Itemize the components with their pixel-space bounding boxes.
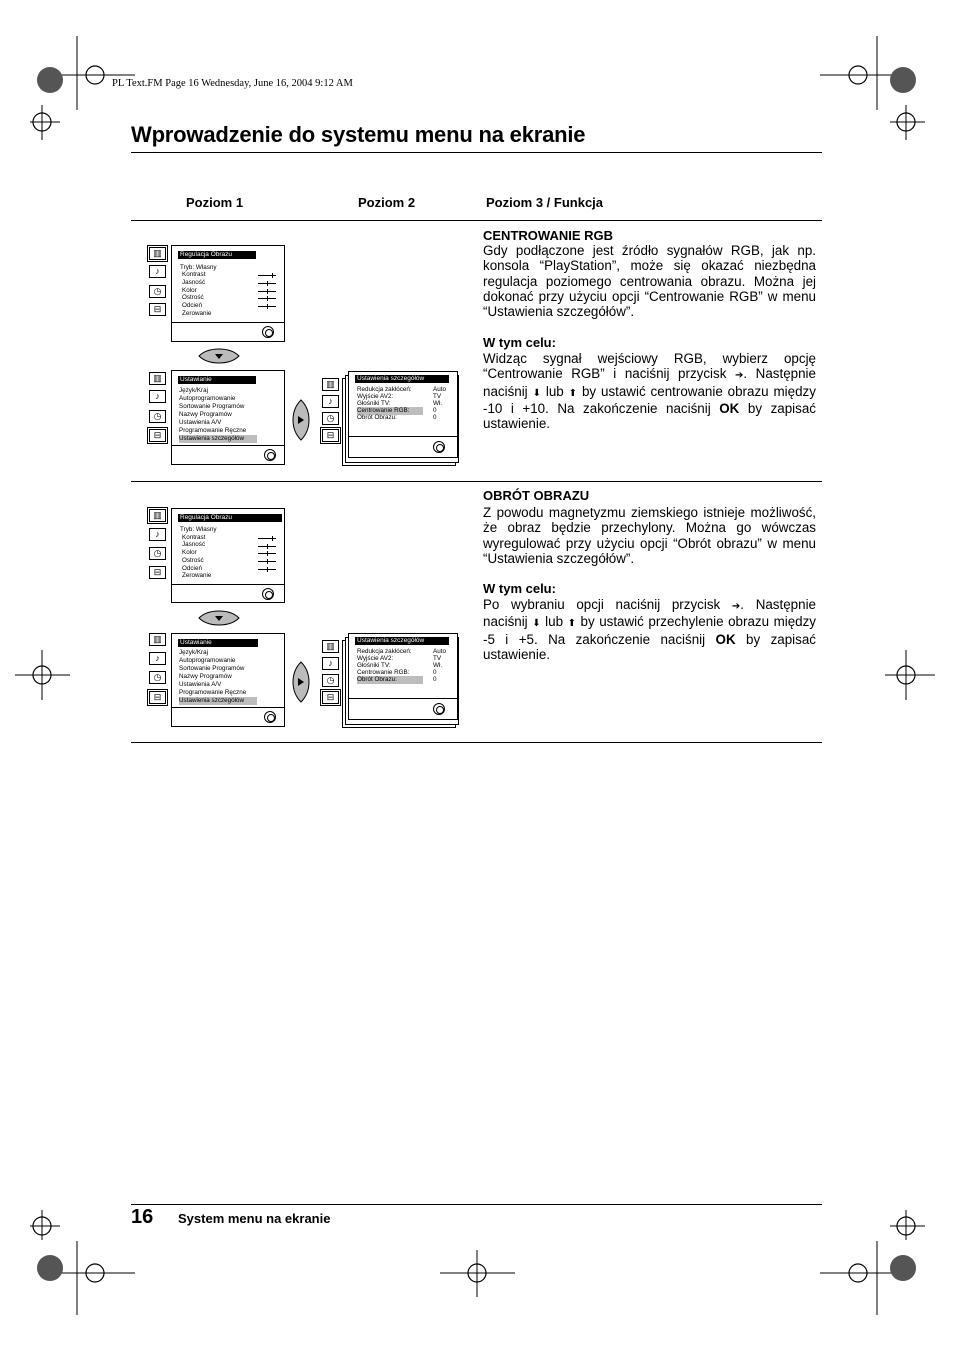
- slider-brightness: [258, 283, 276, 284]
- menu-item: Programowanie Ręczne: [179, 689, 247, 696]
- menu-picture-screen: [171, 508, 285, 603]
- menu-value: Auto: [433, 386, 446, 393]
- menu-value: Wł.: [433, 400, 443, 407]
- menu-item: Kolor: [182, 549, 197, 556]
- setup-icon: ⊟: [149, 566, 166, 579]
- slider-sharpness: [258, 561, 276, 562]
- setup-icon: ⊟: [149, 303, 166, 316]
- menu-header: Ustawienia szczegółów: [355, 375, 449, 383]
- menu-item: Zerowanie: [182, 572, 212, 579]
- header-rule: [131, 220, 822, 221]
- up-arrow-icon: ⬆: [568, 387, 578, 399]
- slider-contrast: [258, 275, 276, 276]
- menu-item: Sortowanie Programów: [179, 403, 245, 410]
- menu-item: Głośniki TV:: [357, 662, 391, 669]
- setup-icon: ⊟: [149, 429, 166, 442]
- menu-item: Ustawienia A/V: [179, 419, 222, 426]
- slider-brightness: [258, 546, 276, 547]
- print-meta: PL Text.FM Page 16 Wednesday, June 16, 2004 9:12 AM: [112, 78, 353, 89]
- menu-header: Ustawianie: [178, 376, 256, 384]
- down-arrow-icon: ⬇: [532, 387, 541, 399]
- menu-item: Obrót Obrazu:: [357, 414, 397, 421]
- menu-header: Ustawianie: [178, 639, 258, 647]
- section-steps-rgb: Widząc sygnał wejściowy RGB, wybierz opcję “Centrowanie RGB” i naciśnij przycisk ➔. Następnie naciśnij ⬇ lub ⬆ by ustawić centrowanie obrazu między -10 i +10. Na zakończenie naciśnij OK by zapisać ustawienie.: [483, 351, 816, 432]
- menu-item: Tryb: Własny: [180, 264, 217, 271]
- menu-setup-screen: [171, 633, 285, 727]
- ok-button-icon: [433, 441, 445, 453]
- menu-value: Auto: [433, 648, 446, 655]
- menu-item: Język/Kraj: [179, 387, 209, 394]
- section-intro-rgb: Gdy podłączone jest źródło sygnałów RGB, jak np. konsola “PlayStation”, może się okazać niezbędna regulacja poziomego centrowania obrazu. Można jej dokonać przy użyciu opcji “Centrowanie RGB” w menu “Ustawienia szczegółów”.: [483, 243, 816, 320]
- menu-item: Język/Kraj: [179, 649, 209, 656]
- menu-picture-screen: [171, 245, 285, 342]
- timer-icon: ◷: [149, 285, 166, 298]
- ok-button-icon: [262, 588, 274, 600]
- section-intro-rotation: Z powodu magnetyzmu ziemskiego istnieje możliwość, że obraz będzie przechylony. Można go wówczas wyregulować przy użyciu opcji “Obrót obrazu” w menu “Ustawienia szczegółów”.: [483, 505, 816, 566]
- picture-icon: ▥: [149, 372, 166, 385]
- timer-icon: ◷: [149, 410, 166, 423]
- menu-value: 0: [433, 414, 437, 421]
- menu-item: Redukcja zakłóceń:: [357, 386, 412, 393]
- menu-value: TV: [433, 393, 442, 400]
- section-title-rgb: CENTROWANIE RGB: [483, 228, 613, 243]
- timer-icon: ◷: [322, 674, 339, 687]
- sound-icon: ♪: [149, 390, 166, 403]
- section-end-rule: [131, 742, 822, 743]
- menu-item: Nazwy Programów: [179, 411, 232, 418]
- menu-header: Regulacja Obrazu: [178, 251, 256, 259]
- sound-icon: ♪: [149, 265, 166, 278]
- menu-item: Redukcja zakłóceń:: [357, 648, 412, 655]
- ok-button-icon: [262, 326, 274, 338]
- slider-hue: [258, 306, 276, 307]
- picture-icon: ▥: [322, 378, 339, 391]
- slider-color: [258, 553, 276, 554]
- menu-header: Regulacja Obrazu: [178, 514, 282, 522]
- menu-item: Jasność: [182, 279, 206, 286]
- sound-icon: ♪: [322, 395, 339, 408]
- menu-item: Centrowanie RGB:: [357, 669, 410, 676]
- menu-item: Ustawienia A/V: [179, 681, 222, 688]
- picture-icon: ▥: [149, 247, 166, 260]
- menu-item: Odcień: [182, 302, 202, 309]
- menu-item: Zerowanie: [182, 310, 212, 317]
- menu-item: Wyjście AV2:: [357, 655, 394, 662]
- page-title: Wprowadzenie do systemu menu na ekranie: [131, 122, 586, 147]
- menu-item-selected: Obrót Obrazu:: [357, 676, 423, 684]
- section-subtitle-rgb: W tym celu:: [483, 335, 556, 350]
- column-header-level2: Poziom 2: [358, 195, 416, 210]
- right-arrow-icon: ➔: [734, 370, 744, 382]
- picture-icon: ▥: [149, 633, 166, 646]
- menu-value: 0: [433, 669, 437, 676]
- menu-details-screen: [348, 371, 458, 458]
- right-arrow-icon: ➔: [731, 601, 741, 612]
- menu-item: Kontrast: [182, 534, 206, 541]
- menu-item: Programowanie Ręczne: [179, 427, 247, 434]
- menu-item: Kolor: [182, 287, 197, 294]
- sound-icon: ♪: [149, 528, 166, 541]
- section-title-rotation: OBRÓT OBRAZU: [483, 488, 590, 503]
- menu-item: Odcień: [182, 565, 202, 572]
- menu-value: 0: [433, 676, 437, 683]
- timer-icon: ◷: [322, 412, 339, 425]
- section-subtitle-rotation: W tym celu:: [483, 581, 556, 596]
- menu-item: Ostrość: [182, 294, 204, 301]
- menu-item: Sortowanie Programów: [179, 665, 245, 672]
- down-arrow-icon: ⬇: [532, 618, 541, 630]
- slider-contrast: [258, 538, 276, 539]
- timer-icon: ◷: [149, 547, 166, 560]
- slider-color: [258, 291, 276, 292]
- ok-button-icon: [433, 703, 445, 715]
- menu-item-selected: Ustawienia szczegółów: [179, 435, 257, 443]
- column-header-level1: Poziom 1: [186, 195, 244, 210]
- section-rule: [131, 481, 822, 482]
- menu-item: Autoprogramowanie: [179, 395, 236, 402]
- menu-item: Głośniki TV:: [357, 400, 391, 407]
- slider-sharpness: [258, 298, 276, 299]
- down-button-icon: [196, 348, 242, 364]
- down-button-icon: [196, 610, 242, 626]
- ok-button-icon: [264, 711, 276, 723]
- menu-item: Wyjście AV2:: [357, 393, 394, 400]
- menu-details-screen: [348, 633, 458, 720]
- setup-icon: ⊟: [322, 429, 339, 442]
- menu-item-selected: Centrowanie RGB:: [357, 407, 423, 415]
- menu-setup-screen: [171, 370, 285, 465]
- section-steps-rotation: Po wybraniu opcji naciśnij przycisk ➔. Następnie naciśnij ⬇ lub ⬆ by ustawić przechylenie obrazu między -5 i +5. Na zakończenie naciśnij OK by zapisać ustawienie.: [483, 597, 816, 662]
- sound-icon: ♪: [149, 652, 166, 665]
- ok-button-icon: [264, 449, 276, 461]
- page-number: 16: [131, 1206, 154, 1228]
- slider-hue: [258, 569, 276, 570]
- menu-item: Jasność: [182, 541, 206, 548]
- menu-item-selected: Ustawienia szczegółów: [179, 697, 257, 705]
- up-arrow-icon: ⬆: [567, 618, 576, 630]
- setup-icon: ⊟: [322, 691, 339, 704]
- picture-icon: ▥: [149, 509, 166, 522]
- menu-value: Wł.: [433, 662, 443, 669]
- right-button-icon: [292, 398, 310, 442]
- menu-item: Autoprogramowanie: [179, 657, 236, 664]
- menu-item: Nazwy Programów: [179, 673, 232, 680]
- menu-header: Ustawienia szczegółów: [355, 637, 449, 645]
- footer-rule: [131, 1204, 822, 1205]
- menu-item: Kontrast: [182, 271, 206, 278]
- sound-icon: ♪: [322, 657, 339, 670]
- right-button-icon: [292, 660, 310, 704]
- setup-icon: ⊟: [149, 691, 166, 704]
- footer-section-title: System menu na ekranie: [178, 1211, 331, 1226]
- menu-value: TV: [433, 655, 442, 662]
- timer-icon: ◷: [149, 671, 166, 684]
- menu-value: 0: [433, 407, 437, 414]
- picture-icon: ▥: [322, 640, 339, 653]
- column-header-level3: Poziom 3 / Funkcja: [486, 195, 604, 210]
- menu-item: Ostrość: [182, 557, 204, 564]
- menu-item: Tryb: Własny: [180, 526, 217, 533]
- title-rule: [131, 152, 822, 153]
